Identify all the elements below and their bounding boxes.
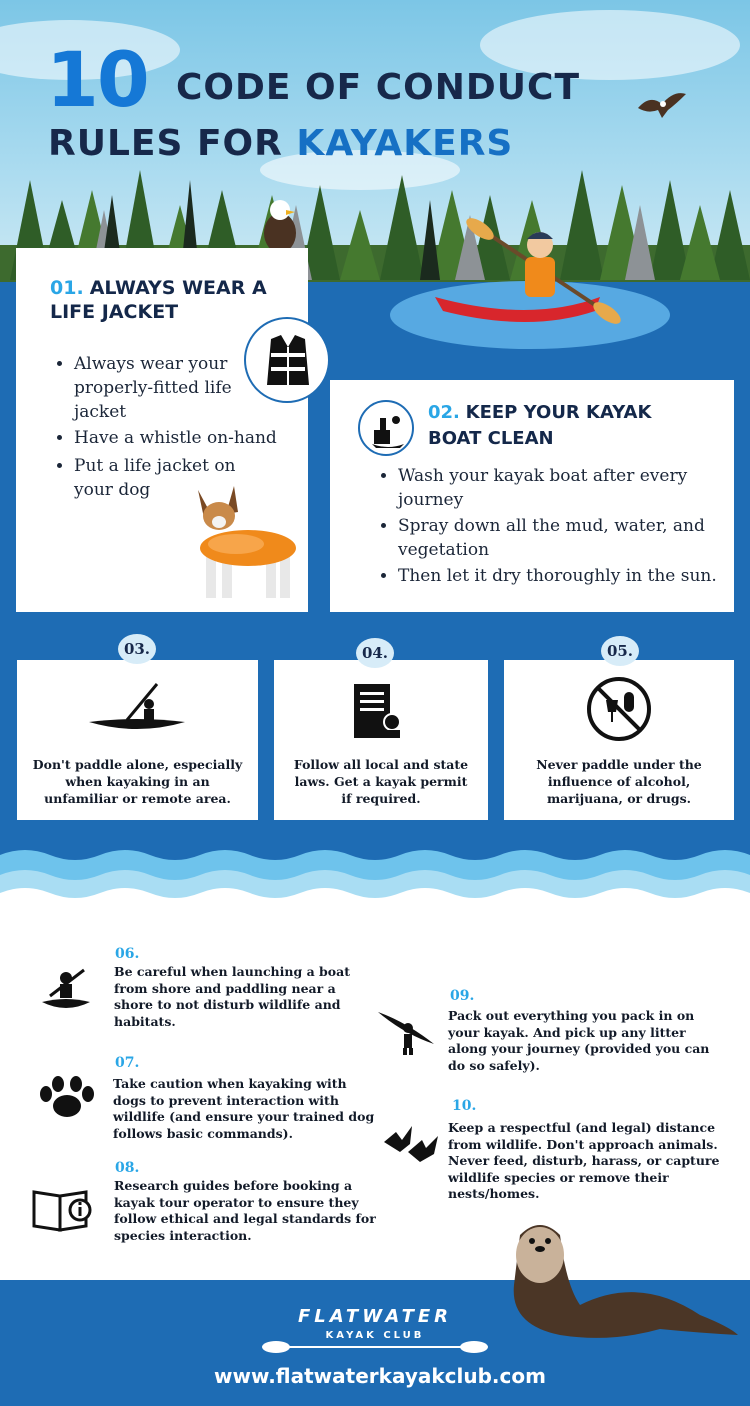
rule-02-bullet: • Spray down all the mud, water, and vegetation (398, 514, 718, 562)
rule-02-bullet: • Then let it dry thoroughly in the sun. (398, 564, 718, 588)
kayaker-illustration (385, 215, 675, 355)
rule-07-text: Take caution when kayaking with dogs to prevent interaction with wildlife (and ensure your trained dog follows basic commands). (113, 1076, 375, 1141)
rule-05-text: Never paddle under the influence of alcohol, marijuana, or drugs. (536, 757, 702, 806)
rule-01-bullet: • Put a life jacket on your dog (74, 454, 244, 502)
rule-01-title-line1: ALWAYS WEAR A (89, 277, 267, 299)
kayak-launch-icon (40, 966, 92, 1016)
card-rule-05 (504, 660, 734, 820)
rule-10-number: 10. (452, 1098, 477, 1114)
otter-illustration (500, 1215, 740, 1345)
rule-04-number: 04. (356, 638, 394, 668)
rule-09-text: Pack out everything you pack in on your kayak. And pick up any litter along your journey (provided you can do so safely). (448, 1008, 710, 1073)
rule-01-bullet: • Have a whistle on-hand (74, 426, 288, 450)
guide-book-info-icon (30, 1188, 96, 1234)
no-alcohol-drugs-icon (586, 676, 652, 742)
rule-03-text: Don't paddle alone, especially when kayaking in an unfamiliar or remote area. (32, 757, 243, 806)
rule-06-text: Be careful when launching a boat from shore and paddling near a shore to not disturb wildlife and habitats. (114, 964, 350, 1029)
rule-02-bullets (398, 464, 718, 590)
card-rule-04 (274, 660, 488, 820)
life-jacket-icon (265, 333, 311, 387)
title-accent: KAYAKERS (296, 123, 514, 164)
card-rule-01 (16, 248, 308, 612)
website-link[interactable]: www.flatwaterkayakclub.com (214, 1364, 546, 1388)
rule-10-text: Keep a respectful (and legal) distance from wildlife. Don't approach animals. Never feed, disturb, harass, or capture wildlife species or remove their nests/homes. (448, 1120, 720, 1201)
rule-08-text: Research guides before booking a kayak tour operator to ensure they follow ethical and legal standards for species interaction. (114, 1178, 376, 1243)
life-jacket-icon-badge (244, 317, 330, 403)
title-number: 10 (46, 35, 148, 124)
rule-04-text: Follow all local and state laws. Get a kayak permit if required. (293, 757, 469, 806)
card-rule-02 (330, 380, 734, 612)
title-prefix: RULES FOR (48, 123, 283, 164)
rule-01-number: 01. (50, 277, 84, 299)
paw-print-icon (38, 1076, 96, 1120)
brand-name: FLATWATER (297, 1306, 453, 1327)
rule-02-title-line1: KEEP YOUR KAYAK (465, 402, 652, 423)
flying-eagle-icon (636, 88, 688, 122)
kayak-paddler-icon (87, 680, 187, 740)
rule-08-number: 08. (115, 1160, 140, 1176)
rule-01-heading (50, 276, 300, 324)
rule-06-number: 06. (115, 946, 140, 962)
rule-09-number: 09. (450, 988, 475, 1004)
card-rule-03 (17, 660, 258, 820)
boat-wash-icon (370, 410, 406, 448)
rule-03-number: 03. (118, 634, 156, 664)
rule-07-number: 07. (115, 1055, 140, 1071)
rule-05-number: 05. (601, 636, 639, 666)
kayak-carry-icon (376, 1004, 436, 1056)
wave-divider (0, 845, 750, 915)
rule-01-title-line2: LIFE JACKET (50, 301, 179, 323)
rule-02-number: 02. (428, 402, 460, 423)
boat-clean-icon-badge (358, 400, 414, 456)
rule-02-title-line2: BOAT CLEAN (428, 428, 554, 449)
brand-subtitle: KAYAK CLUB (325, 1330, 425, 1341)
dog-life-jacket-illustration (186, 482, 296, 602)
title-line-1: CODE OF CONDUCT (176, 67, 581, 108)
rule-01-bullet: • Always wear your properly-fitted life jacket (74, 352, 274, 424)
rule-02-heading (428, 400, 728, 452)
wildlife-birds-icon (382, 1122, 440, 1164)
rule-02-bullet: • Wash your kayak boat after every journey (398, 464, 718, 512)
perched-eagle-icon (255, 198, 305, 254)
paddle-logo-icon (262, 1340, 488, 1354)
permit-document-icon (352, 682, 404, 742)
